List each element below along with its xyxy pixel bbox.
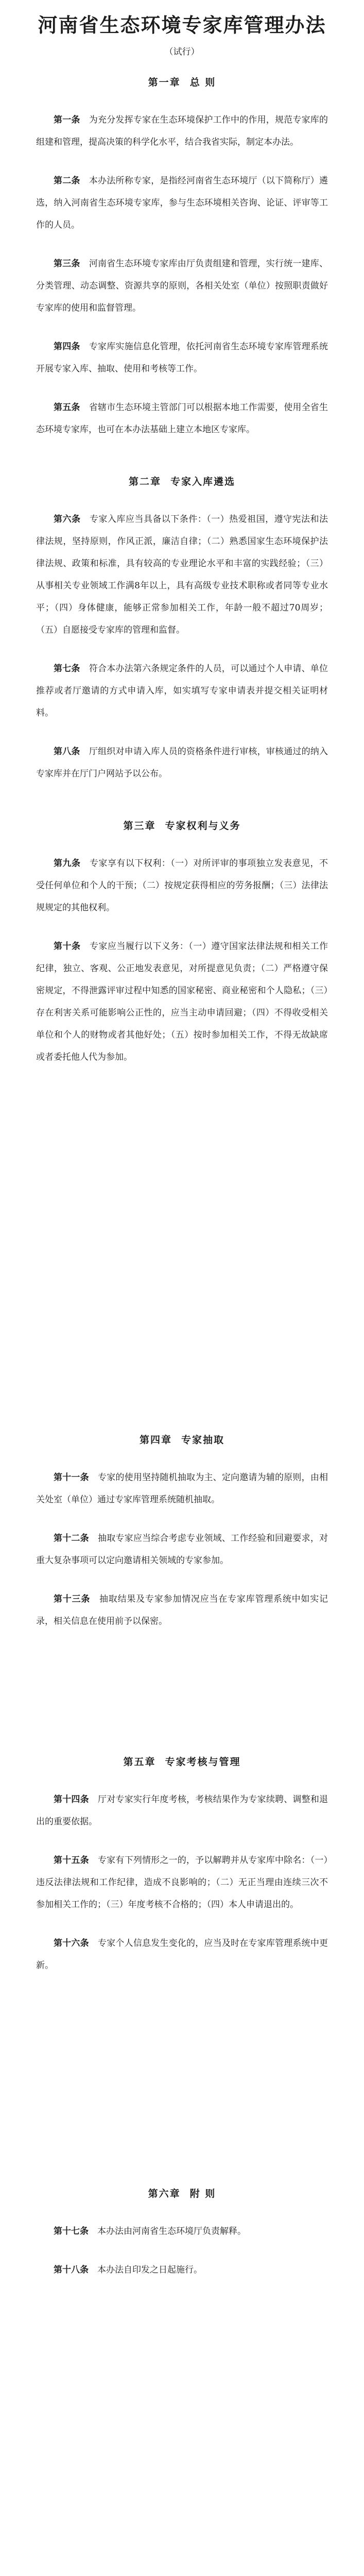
chapter-heading [36,818,328,832]
article-label: 第二条 [54,175,80,186]
chapter-heading [36,474,328,488]
article-label: 第四条 [54,341,80,352]
chapter-heading [36,1754,328,1768]
article-text: 专家享有以下权利：（一）对所评审的事项独立发表意见，不受任何单位和个人的干预；（二）按规定获得相应的劳务报酬；（三）法律法规规定的其他权利。 [36,858,328,913]
chapter-heading [36,1432,328,1446]
page-spacer [36,1649,328,1721]
article-text: 本办法自印发之日起施行。 [97,2264,202,2275]
chapter-name: 专家入库遴选 [170,476,236,487]
article-label: 第一条 [54,114,80,125]
article-text: 专家应当履行以下义务：（一）遵守国家法律法规和相关工作纪律，独立、客观、公正地发表意见，对所提意见负责；（二）严格遵守保密规定，不得泄露评审过程中知悉的国家秘密、商业秘密和个人隐私；（三）存在利害关系可能影响公正性的，应当主动申请回避；（四）不得收受相关单位和个人的财物或者其他好处；（五）按时参加相关工作，不得无故缺席或者委托他人代为参加。 [36,941,328,1062]
article-text: 本办法由河南省生态环境厅负责解释。 [97,2226,246,2236]
article-text: 符合本办法第六条规定条件的人员，可以通过个人申请、单位推荐或者厅邀请的方式申请入库，如实填写专家申请表并提交相关证明材料。 [36,663,328,718]
article-text: 专家的使用坚持随机抽取为主、定向邀请为辅的原则，由相关处室（单位）通过专家库管理系统随机抽取。 [36,1472,328,1505]
article-label: 第十五条 [54,1855,89,1866]
article [36,741,328,785]
article-label: 第十八条 [54,2264,89,2275]
article-label: 第九条 [54,858,81,869]
article-label: 第十四条 [54,1794,89,1805]
article-label: 第七条 [54,663,80,674]
chapter-name: 总 则 [189,76,216,88]
article [36,2259,328,2281]
article-text: 专家库实施信息化管理，依托河南省生态环境专家库管理系统开展专家入库、抽取、使用和考核等工作。 [36,341,328,374]
article-text: 本办法所称专家，是指经河南省生态环境厅（以下简称厅）遴选，纳入河南省生态环境专家库，参与生态环境相关咨询、论证、评审等工作的人员。 [36,175,328,230]
document-title: 河南省生态环境专家库管理办法 [38,13,326,37]
chapter-name: 专家抽取 [181,1434,225,1446]
chapter-heading [36,75,328,89]
article [36,109,328,154]
article-text: 专家入库应当具备以下条件：（一）热爱祖国，遵守宪法和法律法规，坚持原则，作风正派，廉洁自律；（二）熟悉国家生态环境保护法律法规、政策和标准，具有较高的专业理论水平和丰富的实践经验；（三）从事相关专业领域工作满8年以上，具有高级专业技术职称或者同等专业水平；（四）身体健康，能够正常参加相关工作，年龄一般不超过70周岁；（五）自愿接受专家库的管理和监督。 [36,514,328,635]
article-label: 第三条 [54,258,80,269]
article-text: 专家个人信息发生变化的，应当及时在专家库管理系统中更新。 [36,1938,328,1971]
article [36,853,328,919]
article-text: 厅对专家实行年度考核，考核结果作为专家续聘、调整和退出的重要依据。 [36,1794,328,1827]
chapter-number: 第一章 [148,76,181,88]
chapter-number: 第三章 [123,820,156,832]
article [36,1933,328,1977]
article-label: 第五条 [54,402,80,413]
article-text: 河南省生态环境专家库由厅负责组建和管理，实行统一建库、分类管理、动态调整、资源共享的原则，各相关处室（单位）按照职责做好专家库的使用和监督管理。 [36,258,328,313]
chapter-name: 专家考核与管理 [165,1756,241,1768]
article-label: 第十条 [54,941,81,952]
article-text: 专家有下列情形之一的，予以解聘并从专家库中除名：（一）违反法律法规和工作纪律，造成不良影响的；（二）无正当理由连续三次不参加相关工作的；（三）年度考核不合格的；（四）本人申请退出的。 [36,1855,328,1910]
page-spacer [36,1085,328,1399]
article [36,1588,328,1633]
article [36,253,328,319]
article [36,2221,328,2243]
article-label: 第十三条 [54,1594,91,1604]
article-text: 为充分发挥专家在生态环境保护工作中的作用，规范专家库的组建和管理，提高决策的科学化水平，结合我省实际，制定本办法。 [36,114,328,147]
article [36,170,328,236]
article [36,1528,328,1572]
article-text: 省辖市生态环境主管部门可以根据本地工作需要，使用全省生态环境专家库，也可在本办法基础上建立本地区专家库。 [36,402,328,435]
chapter-number: 第五章 [123,1756,156,1768]
article [36,1850,328,1916]
article-label: 第十七条 [54,2226,89,2236]
page-spacer [36,1993,328,2153]
chapter-heading [36,2186,328,2200]
article [36,397,328,441]
article [36,509,328,641]
chapter-number: 第四章 [139,1434,172,1446]
article-label: 第十一条 [54,1472,89,1483]
chapter-name: 专家权利与义务 [165,820,241,832]
article-label: 第六条 [54,514,81,524]
article-label: 第十六条 [54,1938,89,1948]
article-label: 第八条 [54,746,80,757]
article [36,1789,328,1833]
article-text: 抽取专家应当综合考虑专业领域、工作经验和回避要求，对重大复杂事项可以定向邀请相关领域的专家参加。 [36,1533,328,1566]
chapter-name: 附 则 [189,2188,216,2199]
article-label: 第十二条 [54,1533,89,1544]
article-text: 厅组织对申请入库人员的资格条件进行审核，审核通过的纳入专家库并在厅门户网站予以公布。 [36,746,328,779]
article [36,658,328,724]
chapter-number: 第二章 [128,476,161,487]
article-text: 抽取结果及专家参加情况应当在专家库管理系统中如实记录，相关信息在使用前予以保密。 [36,1594,328,1626]
article [36,336,328,380]
article [36,936,328,1069]
article [36,1467,328,1511]
chapter-number: 第六章 [148,2188,181,2199]
document-subtitle: （试行） [164,46,200,57]
